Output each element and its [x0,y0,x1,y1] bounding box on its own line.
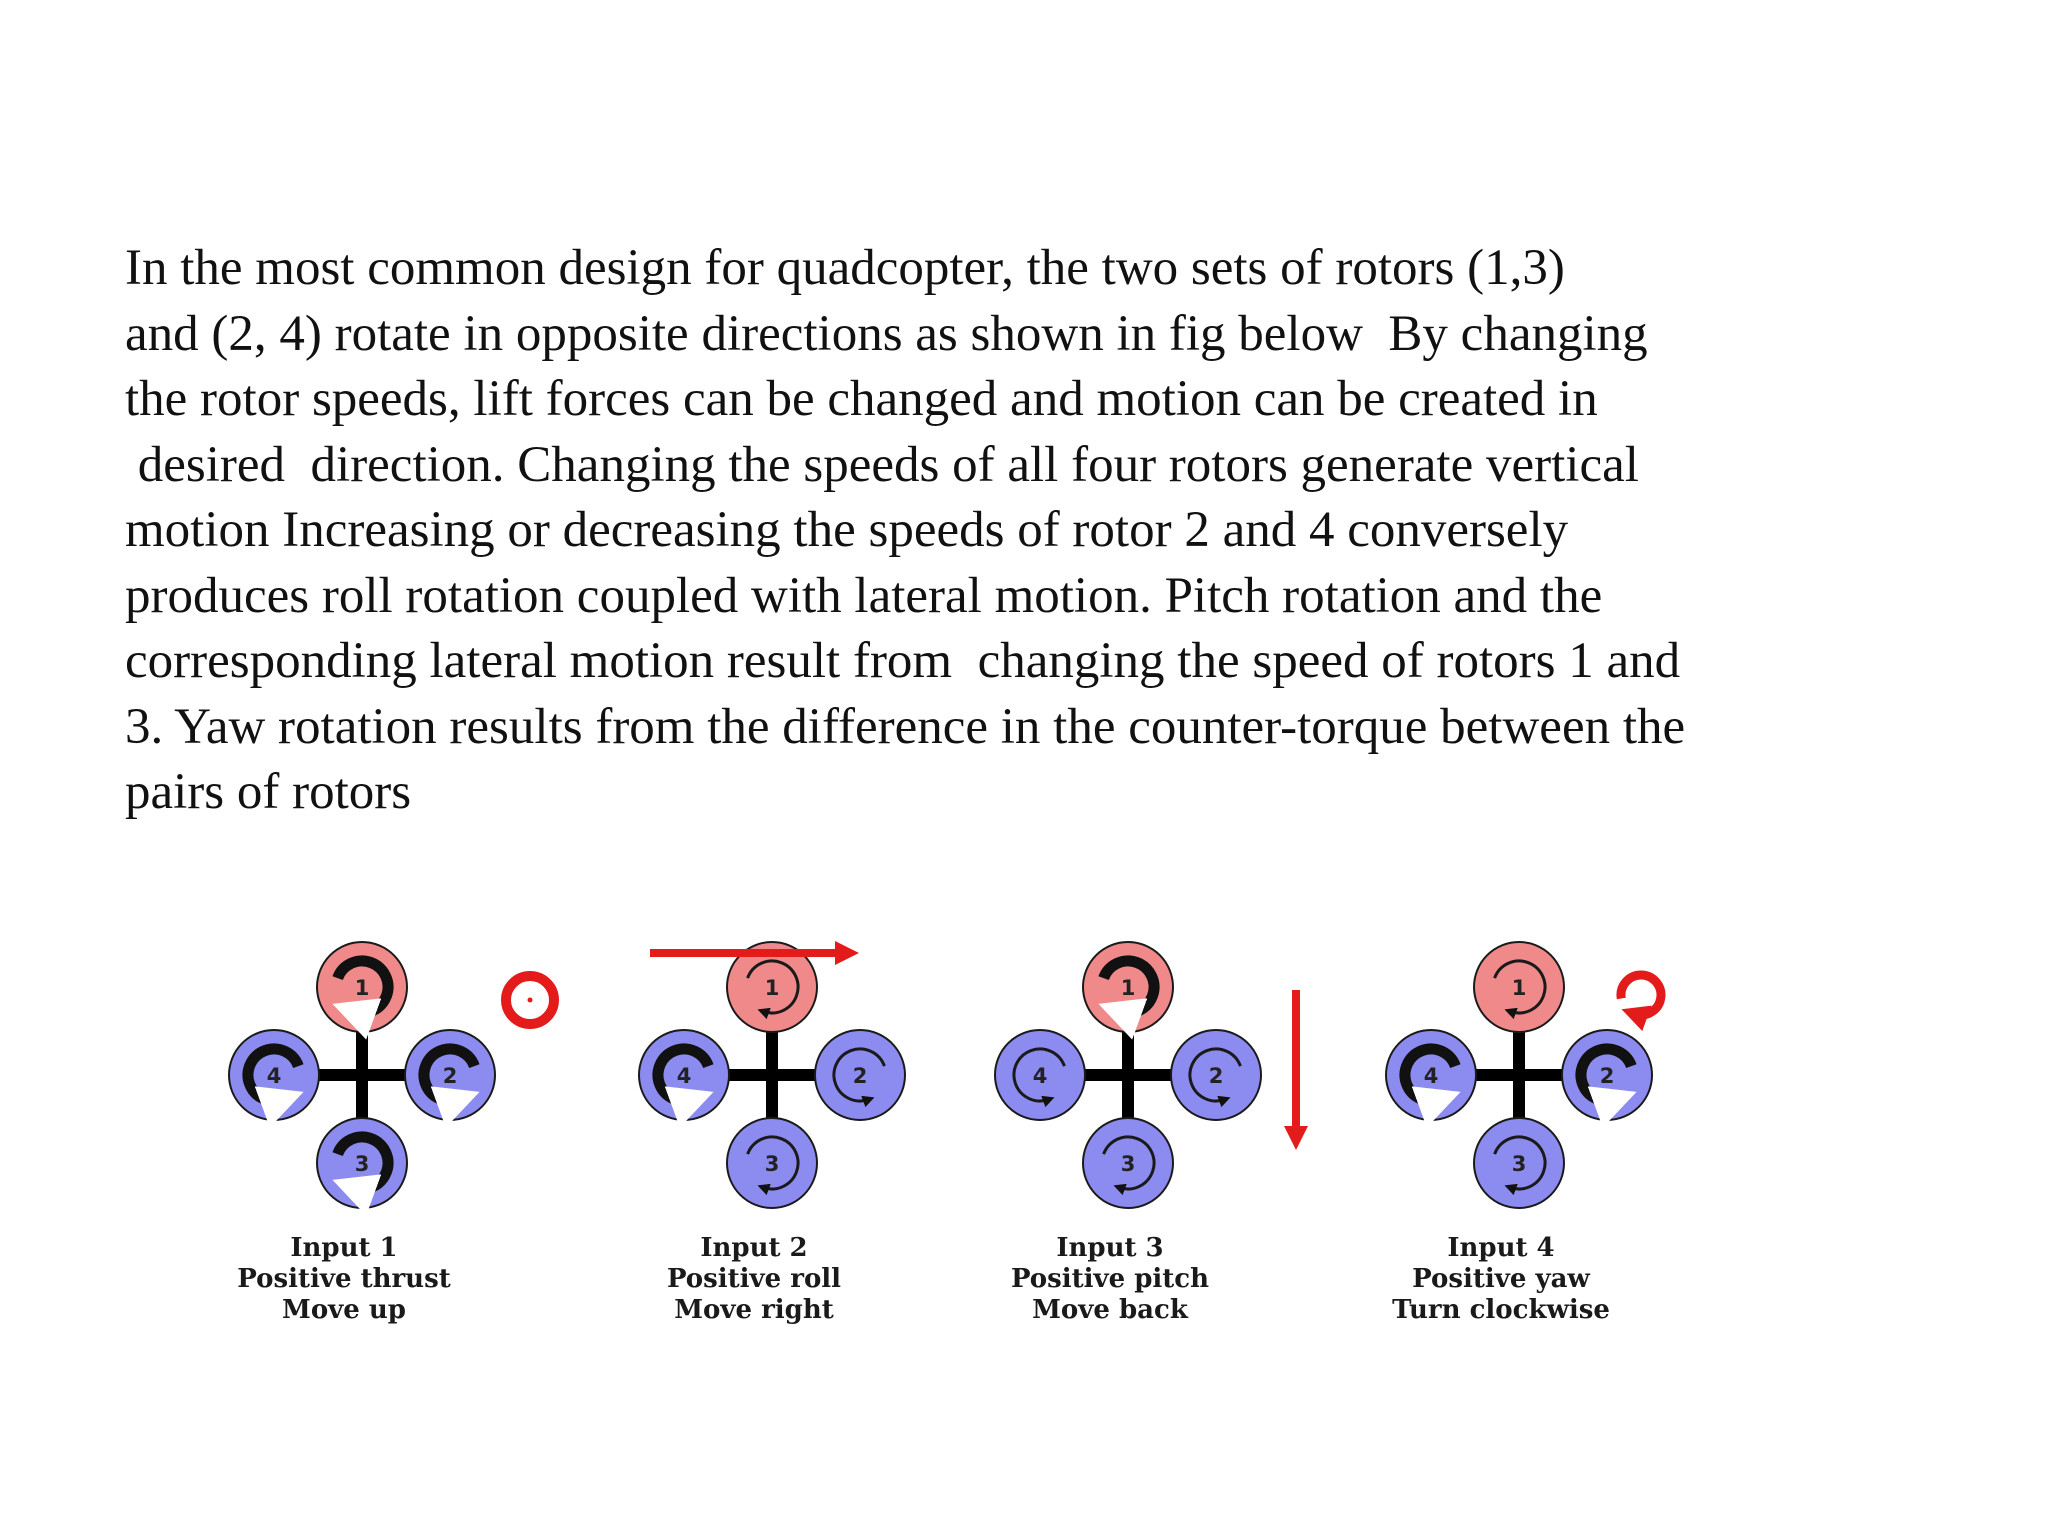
rotor-label: 4 [1423,1064,1439,1088]
rotor-label: 2 [1208,1064,1224,1088]
rotor-label: 4 [676,1064,692,1088]
clockwise-arrow-icon [1621,975,1661,1015]
caption-line: Move right [674,1295,834,1325]
rotor-label: 4 [266,1064,282,1088]
rotor-label: 3 [764,1152,780,1176]
rotor-label: 3 [1511,1152,1527,1176]
paragraph-line: and (2, 4) rotate in opposite directions as shown in fig below By changing [125,305,1648,362]
rotor-label: 1 [764,976,780,1000]
caption-line: Turn clockwise [1392,1295,1610,1325]
paragraph-line: corresponding lateral motion result from changing the speed of rotors 1 and [125,633,1681,689]
quadcopter-diagram-4 [1386,942,1661,1325]
caption-line: Move up [282,1295,406,1325]
caption-line: Input 3 [1056,1233,1164,1263]
rotor-label: 2 [1599,1064,1615,1088]
caption-line: Positive roll [666,1264,842,1294]
rotor-label: 1 [1511,976,1527,1000]
rotor-label: 3 [1120,1152,1136,1176]
up-circle-dot [528,998,533,1003]
paragraph-line: In the most common design for quadcopter, the two sets of rotors (1,3) [125,240,1565,296]
quadcopter-diagram-2 [639,942,905,1325]
rotor-label: 1 [1120,976,1136,1000]
paragraph-line: produces roll rotation coupled with lateral motion. Pitch rotation and the [125,567,1603,624]
rotor-label: 2 [442,1064,458,1088]
rotor-label: 2 [852,1064,868,1088]
rotor-label: 1 [354,976,370,1000]
caption-line: Move back [1032,1295,1188,1325]
quadcopter-diagram-3 [995,942,1296,1325]
caption-line: Input 2 [700,1233,808,1263]
caption-line: Input 1 [290,1233,398,1263]
caption-line: Positive pitch [1010,1264,1210,1294]
caption-line: Positive yaw [1412,1264,1590,1294]
paragraph-line: 3. Yaw rotation results from the difference in the counter-torque between the [125,698,1686,755]
caption-line: Input 4 [1447,1233,1555,1263]
paragraph-line: motion Increasing or decreasing the speeds of rotor 2 and 4 conversely [125,502,1569,558]
paragraph-line: pairs of rotors [125,764,412,820]
rotor-label: 3 [354,1152,370,1176]
quadcopter-diagram-1 [229,942,554,1325]
caption-line: Positive thrust [237,1264,451,1294]
paragraph-line: the rotor speeds, lift forces can be changed and motion can be created in [125,371,1598,427]
paragraph-line: desired direction. Changing the speeds of all four rotors generate vertical [125,436,1639,493]
rotor-label: 4 [1032,1064,1048,1088]
